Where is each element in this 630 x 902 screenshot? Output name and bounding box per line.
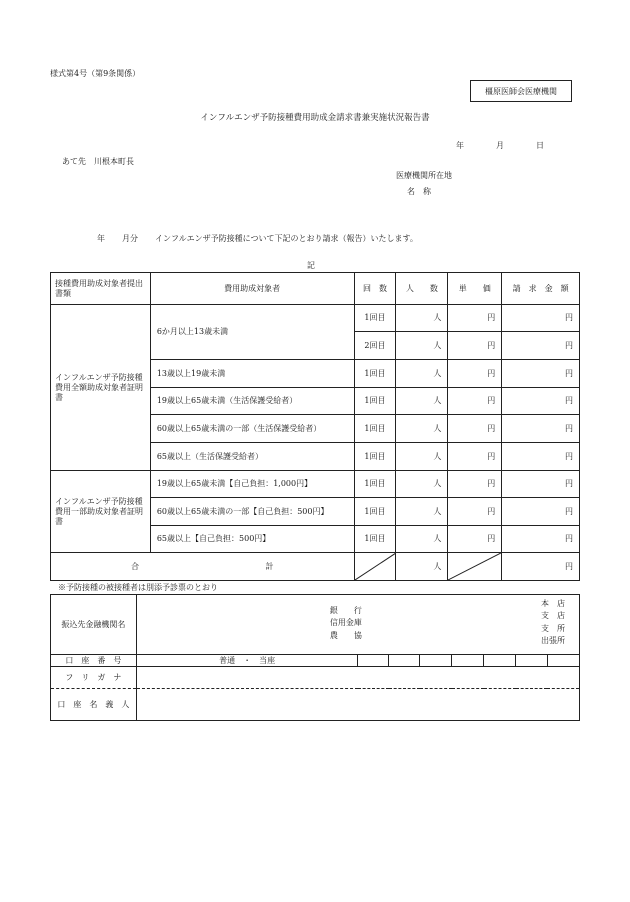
people-cell[interactable]: 人 <box>396 332 448 360</box>
count-cell: 1回目 <box>354 526 396 553</box>
statement-year: 年 <box>97 234 105 243</box>
total-unit-slash <box>448 553 502 581</box>
furigana-field[interactable] <box>136 667 579 689</box>
people-cell[interactable]: 人 <box>396 415 448 443</box>
form-number: 様式第4号（第9条関係） <box>50 69 141 78</box>
count-cell: 1回目 <box>354 360 396 388</box>
total-label-b: 計 <box>265 561 274 571</box>
target-60y-65y-welfare: 60歳以上65歳未満の一部（生活保護受給者） <box>150 415 354 443</box>
people-cell[interactable]: 人 <box>396 388 448 415</box>
account-holder-field[interactable] <box>136 689 579 721</box>
account-number-label: 口 座 番 号 <box>51 655 137 667</box>
target-13y-19y: 13歳以上19歳未満 <box>150 360 354 388</box>
branch-branch: 支 店 <box>541 611 565 621</box>
account-digit[interactable] <box>547 655 579 667</box>
bank-table <box>50 594 580 721</box>
group-partial-subsidy: インフルエンザ予防接種費用一部助成対象者証明書 <box>51 471 151 553</box>
target-19y-65y-copay: 19歳以上65歳未満【自己負担：1,000円】 <box>150 471 354 498</box>
people-cell[interactable]: 人 <box>396 305 448 332</box>
bank-type-shinkin: 信用金庫 <box>329 618 362 628</box>
target-65y-welfare: 65歳以上（生活保護受給者） <box>150 443 354 471</box>
count-cell: 1回目 <box>354 415 396 443</box>
amount-cell[interactable]: 円 <box>502 360 580 388</box>
target-19y-65y-welfare: 19歳以上65歳未満（生活保護受給者） <box>150 388 354 415</box>
group-full-subsidy: インフルエンザ予防接種費用全額助成対象者証明書 <box>51 305 151 471</box>
people-cell[interactable]: 人 <box>396 471 448 498</box>
bank-type-bank: 銀 行 <box>329 606 362 615</box>
stamp-box-label: 橿原医師会医療機関 <box>485 86 557 96</box>
amount-cell[interactable]: 円 <box>502 305 580 332</box>
people-cell[interactable]: 人 <box>396 443 448 471</box>
header-cert-type: 接種費用助成対象者提出書類 <box>51 273 151 305</box>
amount-cell[interactable]: 円 <box>502 526 580 553</box>
account-kind-select[interactable]: 普通 ・ 当座 <box>136 655 358 667</box>
account-holder-label: 口 座 名 義 人 <box>51 689 137 721</box>
count-cell: 1回目 <box>354 471 396 498</box>
furigana-label: フ リ ガ ナ <box>51 667 137 689</box>
note: ※予防接種の被接種者は別添予診票のとおり <box>58 583 218 592</box>
people-cell[interactable]: 人 <box>396 526 448 553</box>
unit-price-cell[interactable]: 円 <box>448 305 502 332</box>
header-people: 人 数 <box>396 273 448 305</box>
amount-cell[interactable]: 円 <box>502 388 580 415</box>
amount-cell[interactable]: 円 <box>502 471 580 498</box>
header-unit-price: 単 価 <box>448 273 502 305</box>
unit-price-cell[interactable]: 円 <box>448 443 502 471</box>
count-cell: 1回目 <box>354 443 396 471</box>
amount-cell[interactable]: 円 <box>502 415 580 443</box>
addressee: あて先 川根本町長 <box>62 157 134 166</box>
unit-price-cell[interactable]: 円 <box>448 471 502 498</box>
target-65y-copay: 65歳以上【自己負担：500円】 <box>150 526 354 553</box>
count-cell: 1回目 <box>354 498 396 526</box>
ki-mark: 記 <box>307 261 315 270</box>
unit-price-cell[interactable]: 円 <box>448 388 502 415</box>
header-amount: 請 求 金 額 <box>502 273 580 305</box>
statement-text: インフルエンザ予防接種について下記のとおり請求（報告）いたします。 <box>155 234 418 243</box>
account-digit[interactable] <box>452 655 484 667</box>
clinic-location-label: 医療機関所在地 <box>396 171 452 180</box>
branch-sub: 出張所 <box>541 636 565 646</box>
account-digit[interactable] <box>358 655 389 667</box>
date-month: 月 <box>496 141 504 150</box>
account-digit[interactable] <box>389 655 420 667</box>
total-label-a: 合 <box>131 561 139 571</box>
statement-month: 月分 <box>122 234 138 243</box>
bank-types <box>330 605 362 642</box>
unit-price-cell[interactable]: 円 <box>448 415 502 443</box>
total-count-slash <box>354 553 396 581</box>
count-cell: 1回目 <box>354 388 396 415</box>
account-digit[interactable] <box>516 655 548 667</box>
target-6m-13y: 6か月以上13歳未満 <box>150 305 354 360</box>
unit-price-cell[interactable]: 円 <box>448 526 502 553</box>
amount-cell[interactable]: 円 <box>502 443 580 471</box>
total-amount-cell[interactable]: 円 <box>502 553 580 581</box>
header-count: 回 数 <box>354 273 396 305</box>
unit-price-cell[interactable]: 円 <box>448 498 502 526</box>
amount-cell[interactable]: 円 <box>502 332 580 360</box>
total-people-cell[interactable]: 人 <box>396 553 448 581</box>
claim-table <box>50 272 580 581</box>
people-cell[interactable]: 人 <box>396 360 448 388</box>
date-year: 年 <box>456 141 464 150</box>
header-target: 費用助成対象者 <box>150 273 354 305</box>
count-cell: 1回目 <box>354 305 396 332</box>
account-digit[interactable] <box>484 655 516 667</box>
bank-name-field[interactable] <box>136 595 579 655</box>
unit-price-cell[interactable]: 円 <box>448 360 502 388</box>
bank-label: 振込先金融機関名 <box>51 595 137 655</box>
document-title: インフルエンザ予防接種費用助成金請求書兼実施状況報告書 <box>200 113 430 123</box>
date-day: 日 <box>536 141 544 150</box>
clinic-name-label: 名 称 <box>407 187 431 196</box>
branch-office: 支 所 <box>541 623 565 633</box>
count-cell: 2回目 <box>354 332 396 360</box>
amount-cell[interactable]: 円 <box>502 498 580 526</box>
bank-type-nokyo: 農 協 <box>329 630 362 640</box>
stamp-box <box>470 80 572 102</box>
people-cell[interactable]: 人 <box>396 498 448 526</box>
account-digit[interactable] <box>420 655 452 667</box>
unit-price-cell[interactable]: 円 <box>448 332 502 360</box>
total-label <box>51 553 355 581</box>
target-60y-65y-copay: 60歳以上65歳未満の一部【自己負担：500円】 <box>150 498 354 526</box>
branch-types <box>541 598 565 648</box>
branch-main: 本 店 <box>541 599 565 608</box>
